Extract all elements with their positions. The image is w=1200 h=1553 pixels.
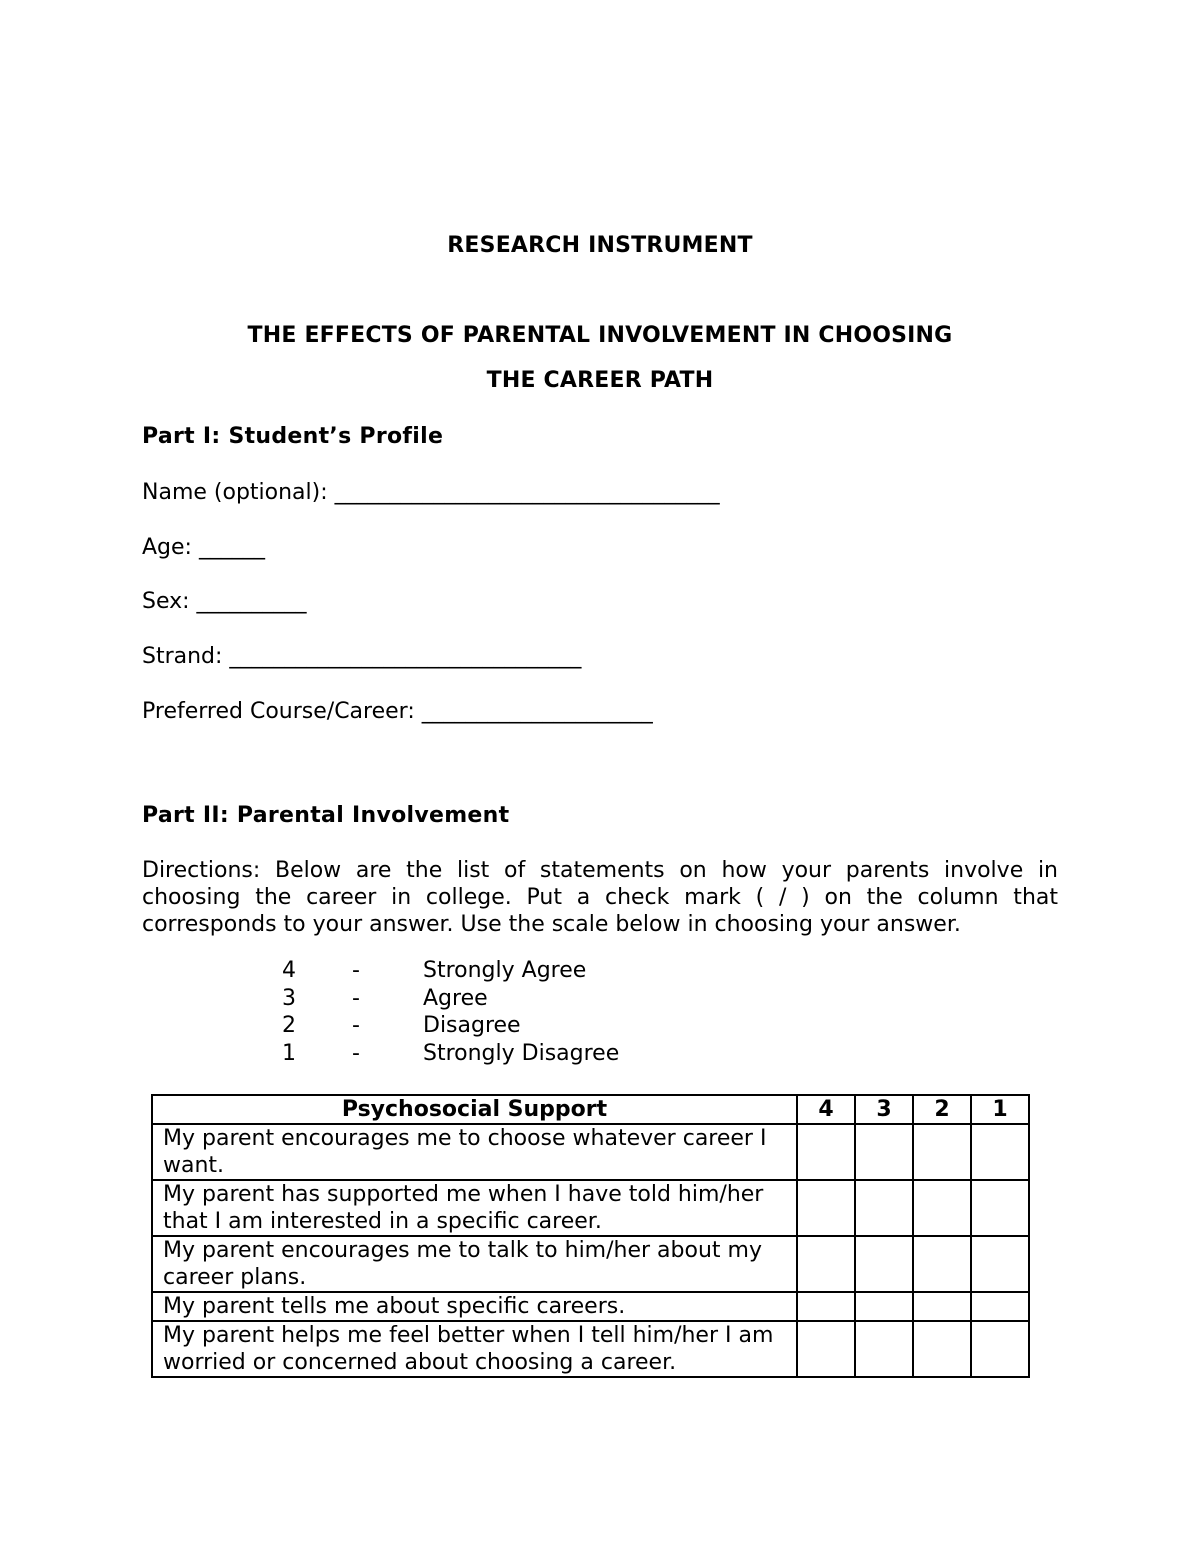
psychosocial-support-table	[151, 1094, 1030, 1378]
table-header-rating: 4	[797, 1095, 855, 1124]
rating-cell-4[interactable]	[797, 1236, 855, 1292]
rating-cell-2[interactable]	[913, 1124, 971, 1180]
rating-cell-2[interactable]	[913, 1180, 971, 1236]
preferred-course-field[interactable]: Preferred Course/Career: _____________________	[142, 699, 653, 724]
statement-cell: My parent encourages me to choose whatever career I want.	[152, 1124, 797, 1180]
directions-paragraph: Directions: Below are the list of statements on how your parents involve in choosing the career in college. Put a check mark ( / ) on the column that corresponds to your answer. Use the scale below in choosing your answer.	[142, 858, 1058, 937]
rating-cell-3[interactable]	[855, 1236, 913, 1292]
strand-field[interactable]: Strand: ________________________________	[142, 644, 582, 669]
table-header-rating: 1	[971, 1095, 1029, 1124]
document-title: RESEARCH INSTRUMENT	[447, 233, 753, 258]
scale-value: 3	[282, 986, 296, 1011]
scale-dash: -	[352, 1013, 360, 1038]
study-title-line-2: THE CAREER PATH	[486, 368, 714, 393]
rating-cell-1[interactable]	[971, 1124, 1029, 1180]
scale-dash: -	[352, 986, 360, 1011]
table-header-statement: Psychosocial Support	[152, 1095, 797, 1124]
table-header-rating: 2	[913, 1095, 971, 1124]
rating-cell-4[interactable]	[797, 1124, 855, 1180]
rating-cell-4[interactable]	[797, 1292, 855, 1321]
sex-field[interactable]: Sex: __________	[142, 589, 307, 614]
scale-label: Strongly Agree	[423, 958, 587, 983]
rating-cell-1[interactable]	[971, 1292, 1029, 1321]
part1-heading: Part I: Student’s Profile	[142, 424, 444, 449]
scale-value: 2	[282, 1013, 296, 1038]
rating-cell-2[interactable]	[913, 1292, 971, 1321]
table-row	[152, 1321, 1029, 1377]
table-row	[152, 1236, 1029, 1292]
rating-cell-2[interactable]	[913, 1236, 971, 1292]
statement-cell: My parent encourages me to talk to him/her about my career plans.	[152, 1236, 797, 1292]
age-field[interactable]: Age: ______	[142, 535, 265, 560]
rating-cell-2[interactable]	[913, 1321, 971, 1377]
scale-label: Disagree	[423, 1013, 521, 1038]
scale-value: 1	[282, 1041, 296, 1066]
scale-dash: -	[352, 958, 360, 983]
table-header-rating: 3	[855, 1095, 913, 1124]
name-field[interactable]: Name (optional): ___________________________________	[142, 480, 720, 505]
statement-cell: My parent tells me about specific careers.	[152, 1292, 797, 1321]
rating-cell-3[interactable]	[855, 1180, 913, 1236]
rating-cell-4[interactable]	[797, 1180, 855, 1236]
statement-cell: My parent has supported me when I have told him/her that I am interested in a specific career.	[152, 1180, 797, 1236]
rating-cell-1[interactable]	[971, 1236, 1029, 1292]
rating-cell-3[interactable]	[855, 1292, 913, 1321]
table-row	[152, 1180, 1029, 1236]
scale-value: 4	[282, 958, 296, 983]
rating-cell-3[interactable]	[855, 1321, 913, 1377]
rating-cell-4[interactable]	[797, 1321, 855, 1377]
study-title-line-1: THE EFFECTS OF PARENTAL INVOLVEMENT IN CHOOSING	[247, 323, 953, 348]
scale-label: Strongly Disagree	[423, 1041, 620, 1066]
scale-dash: -	[352, 1041, 360, 1066]
statement-cell: My parent helps me feel better when I tell him/her I am worried or concerned about choosing a career.	[152, 1321, 797, 1377]
table-header-row	[152, 1095, 1029, 1124]
part2-heading: Part II: Parental Involvement	[142, 803, 510, 828]
rating-cell-3[interactable]	[855, 1124, 913, 1180]
table-row	[152, 1292, 1029, 1321]
rating-cell-1[interactable]	[971, 1321, 1029, 1377]
scale-label: Agree	[423, 986, 488, 1011]
table-row	[152, 1124, 1029, 1180]
rating-cell-1[interactable]	[971, 1180, 1029, 1236]
